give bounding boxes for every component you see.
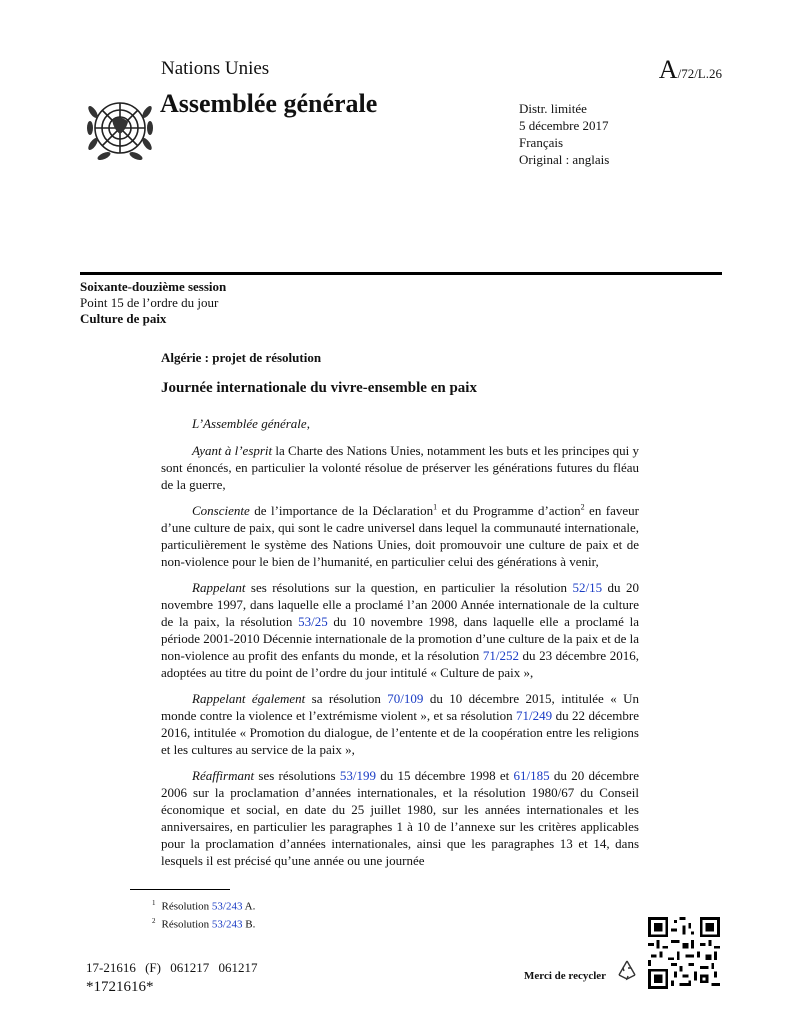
paragraph-text: sa résolution [305,691,388,706]
resolution-link[interactable]: 70/109 [387,691,424,706]
footnote-marker[interactable]: 2 [580,502,585,512]
paragraph-text: ses résolutions sur la question, en particulier la résolution [245,580,573,595]
paragraph-text: du 10 novembre 1998, dans laquelle elle a proclamé la période 2001-2010 Décennie internationale de la promotion d’une culture de la paix et de la non-violence au profit des enfants du monde, et la résolution [161,614,639,663]
resolution-link[interactable]: 52/15 [572,580,603,595]
footnote-text: B. [242,918,256,931]
footnote-item [152,896,255,914]
footnote-marker[interactable]: 1 [433,502,438,512]
paragraph-text: du 20 décembre 2006 sur la proclamation d’années internationales, et la résolution 1980/67 du Conseil économique et social, en date du 25 juillet 1980, sur les années internationales et les anniversaires, en particulier les paragraphes 1 à 10 de l’annexe sur les critères applicables pour la proclamation d’années internationales, ainsi que les paragraphes 13 et 14, dans lesquels il est précisé qu’une année ou une journée [161,768,639,868]
paragraph-text: du 10 décembre 2015, intitulée « Un monde contre la violence et l’extrémisme violent », et sa résolution [161,691,639,723]
paragraph-text: du 15 décembre 1998 et [376,768,514,783]
document-number: 17-21616 (F) 061217 061217 [86,960,258,975]
recycle-icon [615,958,639,982]
paragraph-assembly [161,415,639,432]
footnote-text: Résolution [161,900,212,913]
resolution-link[interactable]: 53/199 [339,768,376,783]
preamble-lead: Réaffirmant [192,768,255,783]
recycle-label: Merci de recycler [524,970,607,982]
distribution-block [519,100,609,168]
language-line: Français [519,135,564,150]
paragraph-preamble-3 [161,579,639,681]
paragraph-text: du 20 novembre 1997, dans laquelle elle a proclamé l’an 2000 Année internationale de la culture de la paix, la résolution [161,580,640,629]
paragraph-text: la Charte des Nations Unies, notamment les buts et les principes qui y sont énoncés, en particulier la volonté résolue de préserver les générations futures du fléau de la guerre, [161,443,639,492]
preamble-lead: Rappelant également [192,691,306,706]
un-emblem-icon [82,90,158,166]
footnote-text: A. [242,900,256,913]
header-rule [80,272,722,275]
resolution-link[interactable]: 53/243 [211,918,243,931]
organization-name: Nations Unies [161,58,270,79]
paragraph-preamble-4 [161,690,639,758]
date-line: 5 décembre 2017 [519,118,609,133]
paragraph-text: , [306,416,310,431]
paragraph-preamble-1 [161,442,639,493]
footnote-number: 1 [152,899,156,907]
paragraph-text: de l’importance de la Déclaration [249,503,434,518]
preamble-lead: Consciente [192,503,250,518]
paragraph-text: du 22 décembre 2016, intitulée « Promotion du dialogue, de l’entente et de la coopération entre les religions et les cultures au service de la paix », [161,708,639,757]
footnote-number: 2 [152,916,156,925]
document-symbol [659,55,722,85]
distribution-line: Distr. limitée [519,101,587,116]
session-block [80,279,226,327]
body-name: Assemblée générale [160,89,378,118]
paragraph-text: et du Programme d’action [437,503,581,518]
session-name: Soixante-douzième session [80,279,227,294]
resolution-link[interactable]: 61/185 [513,768,550,783]
resolution-title: Journée internationale du vivre-ensemble en paix [161,380,477,396]
agenda-item: Point 15 de l’ordre du jour [80,295,219,310]
resolution-link[interactable]: 71/252 [482,648,519,663]
agenda-title: Culture de paix [80,311,167,326]
resolution-link[interactable]: 53/25 [298,614,328,629]
footnote-item [152,914,255,932]
paragraph-preamble-5 [161,767,639,869]
paragraph-preamble-2 [161,502,639,570]
original-line: Original : anglais [519,152,610,167]
sponsor-line: Algérie : projet de résolution [161,350,322,365]
paragraph-text: ses résolutions [254,768,340,783]
resolution-link[interactable]: 53/243 [211,900,243,913]
qr-code-icon [648,917,720,989]
resolution-link[interactable]: 71/249 [516,708,553,723]
preamble-lead: Rappelant [192,580,246,595]
barcode-text: *1721616* [86,979,154,995]
paragraph-text: du 23 décembre 2016, adoptées au titre du point de l’ordre du jour intitulé « Culture de paix », [161,648,639,680]
footnote-separator [130,889,230,890]
resolution-body [161,415,639,878]
footnotes [152,896,255,931]
paragraph-text: en faveur d’une culture de paix, qui sont le cadre universel dans lequel la communauté internationale, particulièrement le système des Nations Unies, doit promouvoir une culture de paix et de non-violence pour le bien de l’humanité, en particulier celui des générations à venir, [161,503,639,569]
symbol-letter: A [658,55,678,84]
symbol-number: /72/L.26 [677,66,722,81]
preamble-lead: L’Assemblée générale [192,416,307,431]
footnote-text: Résolution [161,918,212,931]
preamble-lead: Ayant à l’esprit [192,443,273,458]
